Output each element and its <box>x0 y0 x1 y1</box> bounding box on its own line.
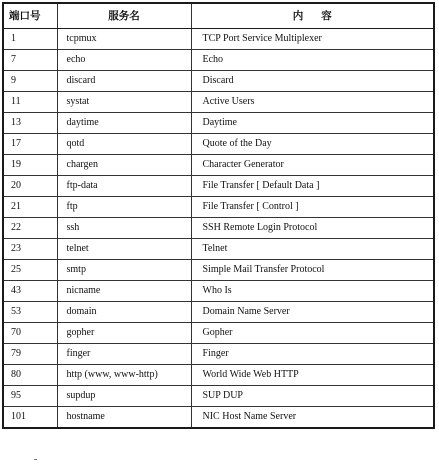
service-cell: systat <box>57 92 191 113</box>
header-service: 服务名 <box>57 3 191 29</box>
port-cell: 21 <box>3 197 57 218</box>
service-cell: nicname <box>57 281 191 302</box>
port-cell: 19 <box>3 155 57 176</box>
service-cell: discard <box>57 71 191 92</box>
description-cell: Active Users <box>191 92 434 113</box>
service-cell: qotd <box>57 134 191 155</box>
description-cell: Character Generator <box>191 155 434 176</box>
port-cell: 9 <box>3 71 57 92</box>
description-cell: SUP DUP <box>191 386 434 407</box>
port-cell: 20 <box>3 176 57 197</box>
service-cell: finger <box>57 344 191 365</box>
service-cell: gopher <box>57 323 191 344</box>
port-table-container <box>2 2 433 429</box>
port-cell: 80 <box>3 365 57 386</box>
table-row <box>3 407 434 429</box>
service-cell: domain <box>57 302 191 323</box>
table-row <box>3 197 434 218</box>
service-cell: daytime <box>57 113 191 134</box>
service-cell: http (www, www-http) <box>57 365 191 386</box>
description-cell: Finger <box>191 344 434 365</box>
port-cell: 13 <box>3 113 57 134</box>
port-cell: 70 <box>3 323 57 344</box>
description-cell: File Transfer [ Default Data ] <box>191 176 434 197</box>
table-row <box>3 92 434 113</box>
port-cell: 43 <box>3 281 57 302</box>
description-cell: NIC Host Name Server <box>191 407 434 429</box>
table-row <box>3 29 434 50</box>
port-cell: 22 <box>3 218 57 239</box>
service-cell: telnet <box>57 239 191 260</box>
table-row <box>3 386 434 407</box>
table-row <box>3 365 434 386</box>
description-cell: World Wide Web HTTP <box>191 365 434 386</box>
port-cell: 17 <box>3 134 57 155</box>
table-header-row <box>3 3 434 29</box>
table-row <box>3 281 434 302</box>
description-cell: Telnet <box>191 239 434 260</box>
table-row <box>3 323 434 344</box>
header-content: 内容 <box>191 3 434 29</box>
description-cell: Quote of the Day <box>191 134 434 155</box>
table-row <box>3 71 434 92</box>
table-row <box>3 134 434 155</box>
description-cell: Echo <box>191 50 434 71</box>
table-body <box>3 29 434 429</box>
table-row <box>3 155 434 176</box>
port-cell: 23 <box>3 239 57 260</box>
service-cell: hostname <box>57 407 191 429</box>
port-cell: 79 <box>3 344 57 365</box>
table-row <box>3 302 434 323</box>
service-cell: chargen <box>57 155 191 176</box>
scan-mark <box>34 459 37 460</box>
table-row <box>3 176 434 197</box>
service-cell: ssh <box>57 218 191 239</box>
table-row <box>3 239 434 260</box>
service-cell: smtp <box>57 260 191 281</box>
port-cell: 7 <box>3 50 57 71</box>
service-cell: echo <box>57 50 191 71</box>
table-row <box>3 50 434 71</box>
description-cell: File Transfer [ Control ] <box>191 197 434 218</box>
port-cell: 1 <box>3 29 57 50</box>
header-port: 端口号 <box>3 3 57 29</box>
service-cell: supdup <box>57 386 191 407</box>
port-service-table <box>2 2 435 429</box>
service-cell: ftp <box>57 197 191 218</box>
description-cell: Gopher <box>191 323 434 344</box>
description-cell: SSH Remote Login Protocol <box>191 218 434 239</box>
service-cell: tcpmux <box>57 29 191 50</box>
table-row <box>3 260 434 281</box>
description-cell: Domain Name Server <box>191 302 434 323</box>
description-cell: Who Is <box>191 281 434 302</box>
table-row <box>3 113 434 134</box>
description-cell: Discard <box>191 71 434 92</box>
port-cell: 101 <box>3 407 57 429</box>
service-cell: ftp-data <box>57 176 191 197</box>
port-cell: 95 <box>3 386 57 407</box>
description-cell: Simple Mail Transfer Protocol <box>191 260 434 281</box>
description-cell: TCP Port Service Multiplexer <box>191 29 434 50</box>
table-row <box>3 218 434 239</box>
port-cell: 11 <box>3 92 57 113</box>
port-cell: 25 <box>3 260 57 281</box>
description-cell: Daytime <box>191 113 434 134</box>
table-row <box>3 344 434 365</box>
port-cell: 53 <box>3 302 57 323</box>
